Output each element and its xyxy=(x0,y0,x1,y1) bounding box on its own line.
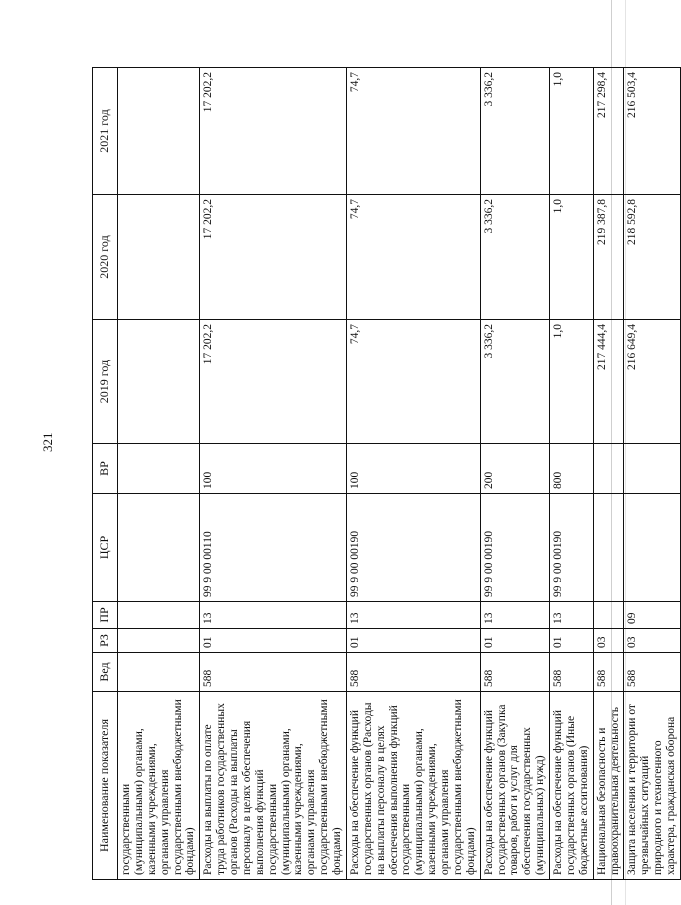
row-rz: 03 xyxy=(593,629,624,653)
row-2020: 74,7 xyxy=(346,195,480,320)
row-csr: 99 9 00 00190 xyxy=(550,494,594,602)
table-row xyxy=(624,68,681,880)
row-2021 xyxy=(118,68,200,195)
header-vr: ВР xyxy=(93,444,118,494)
row-rz: 01 xyxy=(346,629,480,653)
row-csr: 99 9 00 00190 xyxy=(346,494,480,602)
row-vr: 200 xyxy=(480,444,549,494)
row-ved: 588 xyxy=(550,653,594,692)
row-name: Расходы на обеспечение функций государственных органов (Закупка товаров, работ и услуг для обеспечения государственных (муниципальных) нужд) xyxy=(480,692,549,880)
header-ved: Вед xyxy=(93,653,118,692)
row-rz: 01 xyxy=(480,629,549,653)
header-2021: 2021 год xyxy=(93,68,118,195)
row-vr: 800 xyxy=(550,444,594,494)
rotated-table-container xyxy=(92,68,677,880)
row-pr: 13 xyxy=(550,602,594,629)
row-2020: 1,0 xyxy=(550,195,594,320)
row-rz: 01 xyxy=(550,629,594,653)
table-header-row xyxy=(93,68,118,880)
row-csr: 99 9 00 00190 xyxy=(480,494,549,602)
row-ved: 588 xyxy=(480,653,549,692)
row-2019: 74,7 xyxy=(346,320,480,444)
row-pr xyxy=(593,602,624,629)
row-vr xyxy=(624,444,681,494)
row-2021: 1,0 xyxy=(550,68,594,195)
row-2019 xyxy=(118,320,200,444)
row-2021: 216 503,4 xyxy=(624,68,681,195)
table-row xyxy=(550,68,594,880)
row-pr xyxy=(118,602,200,629)
table-row xyxy=(200,68,347,880)
row-vr xyxy=(118,444,200,494)
header-2020: 2020 год xyxy=(93,195,118,320)
row-pr: 13 xyxy=(346,602,480,629)
row-2019: 17 202,2 xyxy=(200,320,347,444)
row-2020: 219 387,8 xyxy=(593,195,624,320)
row-vr: 100 xyxy=(346,444,480,494)
row-name: Расходы на выплаты по оплате труда работников государственных органов (Расходы на выплаты персоналу в целях обеспечения выполнения функций государственными (муниципальными) органами, казенными учреждениями, органами управления государственными внебюджетными фондами) xyxy=(200,692,347,880)
row-2021: 217 298,4 xyxy=(593,68,624,195)
row-name: Защита населения и территории от чрезвычайных ситуаций природного и техногенного характера, гражданская оборона xyxy=(624,692,681,880)
row-pr: 13 xyxy=(200,602,347,629)
table-row xyxy=(346,68,480,880)
row-name: Национальная безопасность и правоохранительная деятельность xyxy=(593,692,624,880)
row-rz: 01 xyxy=(200,629,347,653)
header-pr: ПР xyxy=(93,602,118,629)
table-row xyxy=(480,68,549,880)
row-2020: 218 592,8 xyxy=(624,195,681,320)
row-rz xyxy=(118,629,200,653)
row-pr: 09 xyxy=(624,602,681,629)
header-name: Наименование показателя xyxy=(93,692,118,880)
row-csr: 99 9 00 00110 xyxy=(200,494,347,602)
row-2019: 1,0 xyxy=(550,320,594,444)
budget-table xyxy=(92,67,681,880)
header-csr: ЦСР xyxy=(93,494,118,602)
row-2020: 17 202,2 xyxy=(200,195,347,320)
row-2019: 216 649,4 xyxy=(624,320,681,444)
row-vr xyxy=(593,444,624,494)
row-2021: 74,7 xyxy=(346,68,480,195)
row-name: Расходы на обеспечение функций государственных органов (Иные бюджетные ассигнования) xyxy=(550,692,594,880)
row-2020: 3 336,2 xyxy=(480,195,549,320)
table-row xyxy=(118,68,200,880)
header-rz: РЗ xyxy=(93,629,118,653)
row-ved: 588 xyxy=(593,653,624,692)
row-csr xyxy=(624,494,681,602)
row-2019: 3 336,2 xyxy=(480,320,549,444)
header-2019: 2019 год xyxy=(93,320,118,444)
row-2021: 17 202,2 xyxy=(200,68,347,195)
page-number: 321 xyxy=(40,432,55,452)
row-2021: 3 336,2 xyxy=(480,68,549,195)
row-2020 xyxy=(118,195,200,320)
row-csr xyxy=(118,494,200,602)
row-name: Расходы на обеспечение функций государственных органов (Расходы на выплаты персоналу в целях обеспечения выполнения функций государственными (муниципальными) органами, казенными учреждениями, органами управления государственными внебюджетными фондами) xyxy=(346,692,480,880)
row-ved: 588 xyxy=(346,653,480,692)
row-csr xyxy=(593,494,624,602)
row-pr: 13 xyxy=(480,602,549,629)
row-ved: 588 xyxy=(624,653,681,692)
row-2019: 217 444,4 xyxy=(593,320,624,444)
row-name: государственными (муниципальными) органами, казенными учреждениями, органами управления государственными внебюджетными фондами) xyxy=(118,692,200,880)
row-rz: 03 xyxy=(624,629,681,653)
row-ved xyxy=(118,653,200,692)
table-row xyxy=(593,68,624,880)
row-ved: 588 xyxy=(200,653,347,692)
row-vr: 100 xyxy=(200,444,347,494)
